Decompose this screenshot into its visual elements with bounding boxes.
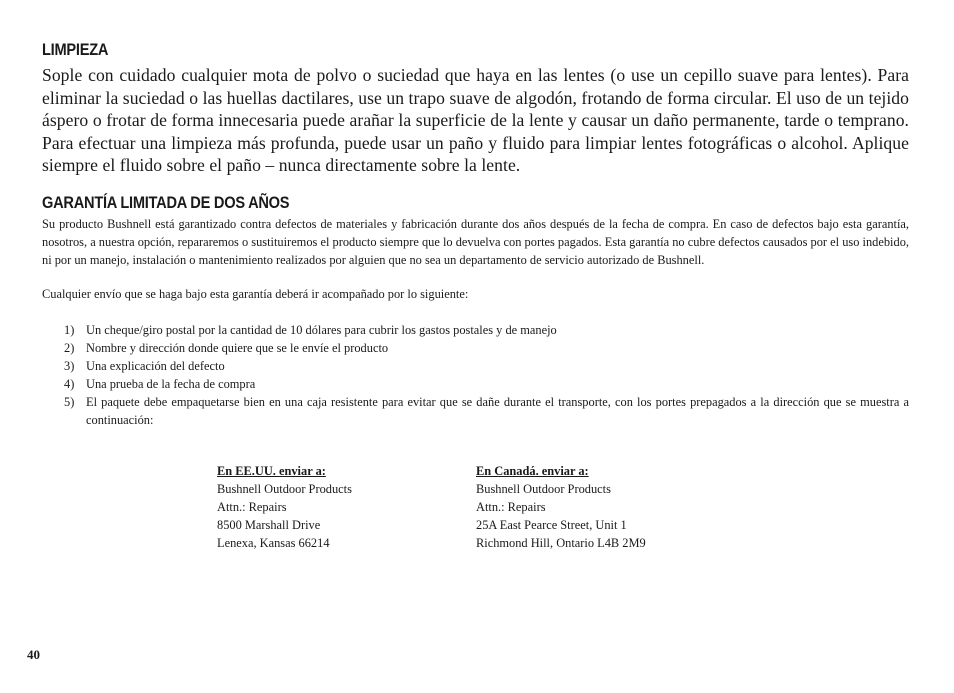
page-content: [42, 40, 909, 550]
list-item-text: El paquete debe empaquetarse bien en una caja resistente para evitar que se dañe durante el transporte, con los portes prepagados a la dirección que se muestra a continuación:: [86, 394, 909, 427]
warranty-paragraph-2: Cualquier envío que se haga bajo esta garantía deberá ir acompañado por lo siguiente:: [42, 286, 469, 301]
list-item-text: Un cheque/giro postal por la cantidad de 10 dólares para cubrir los gastos postales y de manejo: [86, 322, 557, 337]
warranty-paragraph-1: Su producto Bushnell está garantizado contra defectos de materiales y fabricación durante dos años después de la fecha de compra. En caso de defectos bajo esta garantía, nosotros, a nuestra opción, repararemos o sustituiremos el producto siempre que lo devuelva con portes pagados. Esta garantía no cubre defectos causados por el uso indebido, ni por un manejo, instalación o mantenimiento realizados por alguien que no sea un departamento de servicio autorizado de Bushnell.: [42, 216, 909, 267]
canada-address-line: Richmond Hill, Ontario L4B 2M9: [476, 536, 646, 550]
list-item-number: 4): [64, 376, 75, 391]
canada-address-line: Bushnell Outdoor Products: [476, 482, 611, 496]
requirements-list: [42, 321, 909, 429]
canada-address-line: 25A East Pearce Street, Unit 1: [476, 518, 627, 532]
list-item: [42, 393, 909, 429]
cleaning-heading: LIMPIEZA: [42, 40, 109, 59]
list-item-number: 2): [64, 340, 75, 355]
canada-address: [476, 462, 646, 552]
canada-address-line: Attn.: Repairs: [476, 500, 546, 514]
us-address-line: Attn.: Repairs: [217, 500, 287, 514]
list-item-text: Nombre y dirección donde quiere que se le envíe el producto: [86, 340, 389, 355]
warranty-heading: GARANTÍA LIMITADA DE DOS AÑOS: [42, 192, 290, 212]
list-item-number: 1): [64, 322, 75, 337]
list-item: [42, 357, 909, 375]
canada-address-heading: En Canadá. enviar a:: [476, 464, 589, 478]
list-item-number: 5): [64, 394, 75, 409]
us-address-heading: En EE.UU. enviar a:: [217, 464, 326, 478]
page-number: 40: [27, 647, 40, 662]
us-address-line: Bushnell Outdoor Products: [217, 482, 352, 496]
list-item: [42, 339, 909, 357]
list-item-text: Una explicación del defecto: [86, 358, 225, 373]
us-address-line: 8500 Marshall Drive: [217, 518, 321, 532]
cleaning-text: Sople con cuidado cualquier mota de polvo o suciedad que haya en las lentes (o use un cepillo suave para lentes). Para eliminar la suciedad o las huellas dactilares, use un trapo suave de algodón, frotando de forma circular. El uso de un tejido áspero o frotar de forma innecesaria puede arañar la superficie de la lente y causar un daño permanente, tarde o temprano. Para efectuar una limpieza más profunda, puede usar un paño y fluido para limpiar lentes fotográficas o alcohol. Aplique siempre el fluido sobre el paño – nunca directamente sobre la lente.: [42, 65, 909, 175]
list-item-number: 3): [64, 358, 75, 373]
list-item: [42, 375, 909, 393]
us-address: [217, 462, 352, 552]
us-address-line: Lenexa, Kansas 66214: [217, 536, 330, 550]
list-item: [42, 321, 909, 339]
list-item-text: Una prueba de la fecha de compra: [86, 376, 256, 391]
